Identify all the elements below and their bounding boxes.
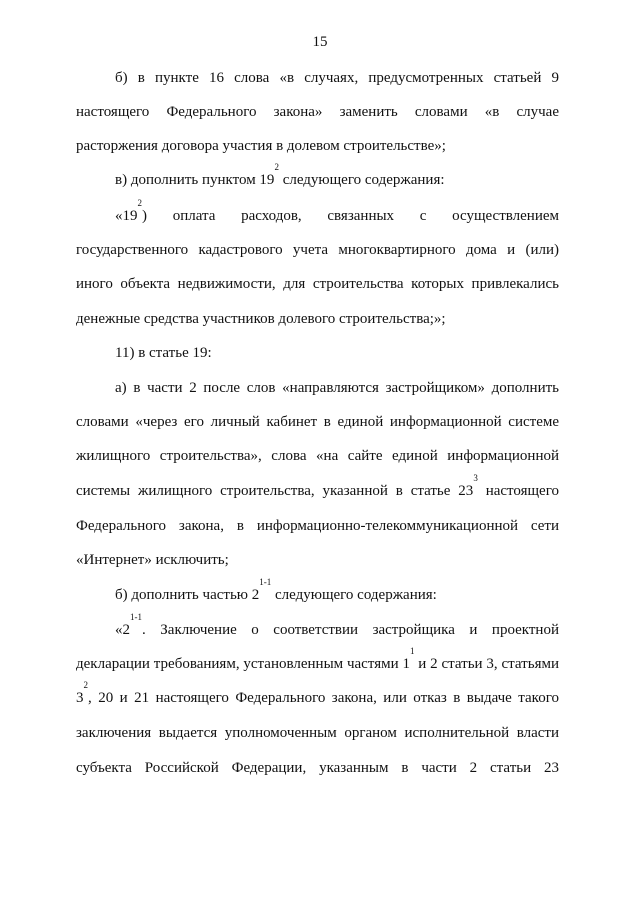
- text-line: словами «через его личный кабинет в единой информационной системе: [76, 414, 559, 430]
- text-line: «$19^2$) оплата расходов, связанных с осуществлением: [115, 198, 559, 224]
- text-line: системы жилищного строительства, указанной в статье $23^3$ настоящего: [76, 473, 559, 499]
- text-line: иного объекта недвижимости, для строительства которых привлекались: [76, 276, 559, 292]
- text-line: б) в пункте 16 слова «в случаях, предусмотренных статьей 9: [115, 70, 559, 86]
- text-line: расторжения договора участия в долевом строительстве»;: [76, 138, 446, 154]
- text-line: государственного кадастрового учета многоквартирного дома и (или): [76, 242, 559, 258]
- text-line: субъекта Российской Федерации, указанным в части 2 статьи 23: [76, 760, 559, 776]
- text-line: жилищного строительства», слова «на сайте единой информационной: [76, 448, 559, 464]
- text-line: денежные средства участников долевого строительства;»;: [76, 311, 446, 327]
- text-line: «2$^{1-1}$. Заключение о соответствии застройщика и проектной: [115, 612, 559, 638]
- text-line: в) дополнить пунктом $19^2$ следующего содержания:: [115, 162, 445, 188]
- text-line: $3^2$, 20 и 21 настоящего Федерального закона, или отказ в выдаче такого: [76, 680, 559, 706]
- text-line: б) дополнить частью 2$^{1-1}$ следующего содержания:: [115, 577, 437, 603]
- text-line: Федерального закона, в информационно-телекоммуникационной сети: [76, 518, 559, 534]
- text-line: а) в части 2 после слов «направляются застройщиком» дополнить: [115, 380, 559, 396]
- text-line: настоящего Федерального закона» заменить словами «в случае: [76, 104, 559, 120]
- text-line: декларации требованиям, установленным частями $1^1$ и 2 статьи 3, статьями: [76, 646, 559, 672]
- text-line: заключения выдается уполномоченным органом исполнительной власти: [76, 725, 559, 741]
- page-number: 15: [312, 34, 328, 50]
- text-line: 11) в статье 19:: [115, 345, 212, 361]
- text-line: «Интернет» исключить;: [76, 552, 229, 568]
